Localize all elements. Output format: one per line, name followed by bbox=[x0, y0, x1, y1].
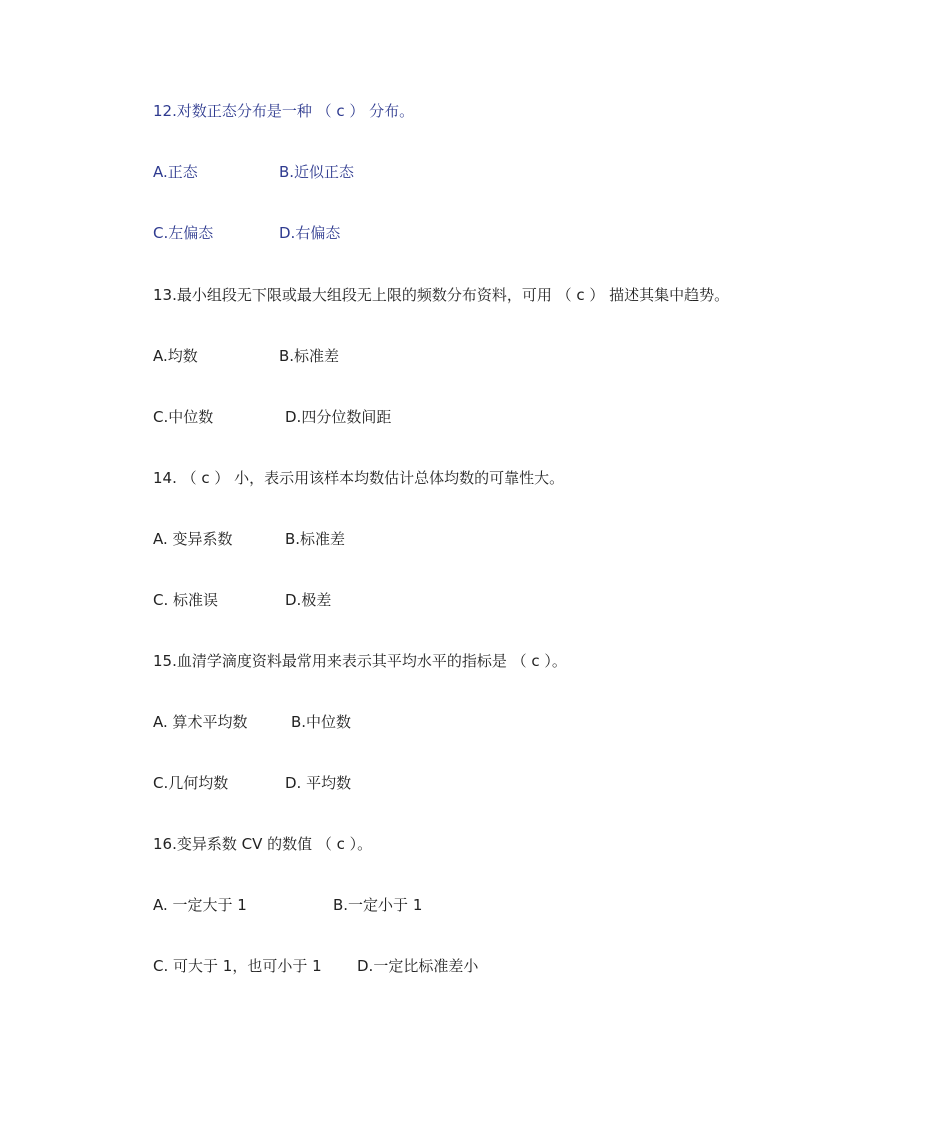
q12-option-a: A.正态 bbox=[153, 163, 198, 181]
q15-option-a: A. 算术平均数 bbox=[153, 713, 248, 731]
q16-stem: 16.变异系数 CV 的数值 （ c ）。 bbox=[153, 835, 373, 853]
q16-option-c: C. 可大于 1，也可小于 1 bbox=[153, 957, 322, 975]
q15-stem: 15.血清学滴度资料最常用来表示其平均水平的指标是 （ c ）。 bbox=[153, 652, 567, 670]
q14-option-b: B.标准差 bbox=[285, 530, 346, 548]
q12-options-row1 bbox=[153, 161, 354, 183]
q15-options-row2 bbox=[153, 772, 351, 794]
q13-option-a: A.均数 bbox=[153, 347, 198, 365]
q12-option-d: D.右偏态 bbox=[279, 224, 341, 242]
q14-option-c: C. 标准误 bbox=[153, 591, 219, 609]
q13-option-c: C.中位数 bbox=[153, 408, 214, 426]
q16-option-a: A. 一定大于 1 bbox=[153, 896, 247, 914]
q15-option-b: B.中位数 bbox=[291, 713, 352, 731]
q13-option-d: D.四分位数间距 bbox=[285, 408, 392, 426]
q12-option-b: B.近似正态 bbox=[279, 163, 355, 181]
q12-options-row2 bbox=[153, 222, 340, 244]
q15-option-d: D. 平均数 bbox=[285, 774, 352, 792]
q14-options-row2 bbox=[153, 589, 331, 611]
q16-options-row1 bbox=[153, 894, 422, 916]
q13-options-row2 bbox=[153, 406, 391, 428]
q14-options-row1 bbox=[153, 528, 345, 550]
q14-option-a: A. 变异系数 bbox=[153, 530, 233, 548]
q14-option-d: D.极差 bbox=[285, 591, 332, 609]
q14-stem: 14. （ c ） 小，表示用该样本均数估计总体均数的可靠性大。 bbox=[153, 469, 565, 487]
q13-option-b: B.标准差 bbox=[279, 347, 340, 365]
q16-option-b: B.一定小于 1 bbox=[333, 896, 423, 914]
q16-options-row2 bbox=[153, 955, 478, 977]
q12-stem: 12.对数正态分布是一种 （ c ） 分布。 bbox=[153, 102, 415, 120]
q13-stem: 13.最小组段无下限或最大组段无上限的频数分布资料，可用 （ c ） 描述其集中趋势。 bbox=[153, 286, 730, 304]
q16-option-d: D.一定比标准差小 bbox=[357, 957, 479, 975]
q15-options-row1 bbox=[153, 711, 351, 733]
q12-option-c: C.左偏态 bbox=[153, 224, 214, 242]
q15-option-c: C.几何均数 bbox=[153, 774, 229, 792]
q13-options-row1 bbox=[153, 345, 339, 367]
